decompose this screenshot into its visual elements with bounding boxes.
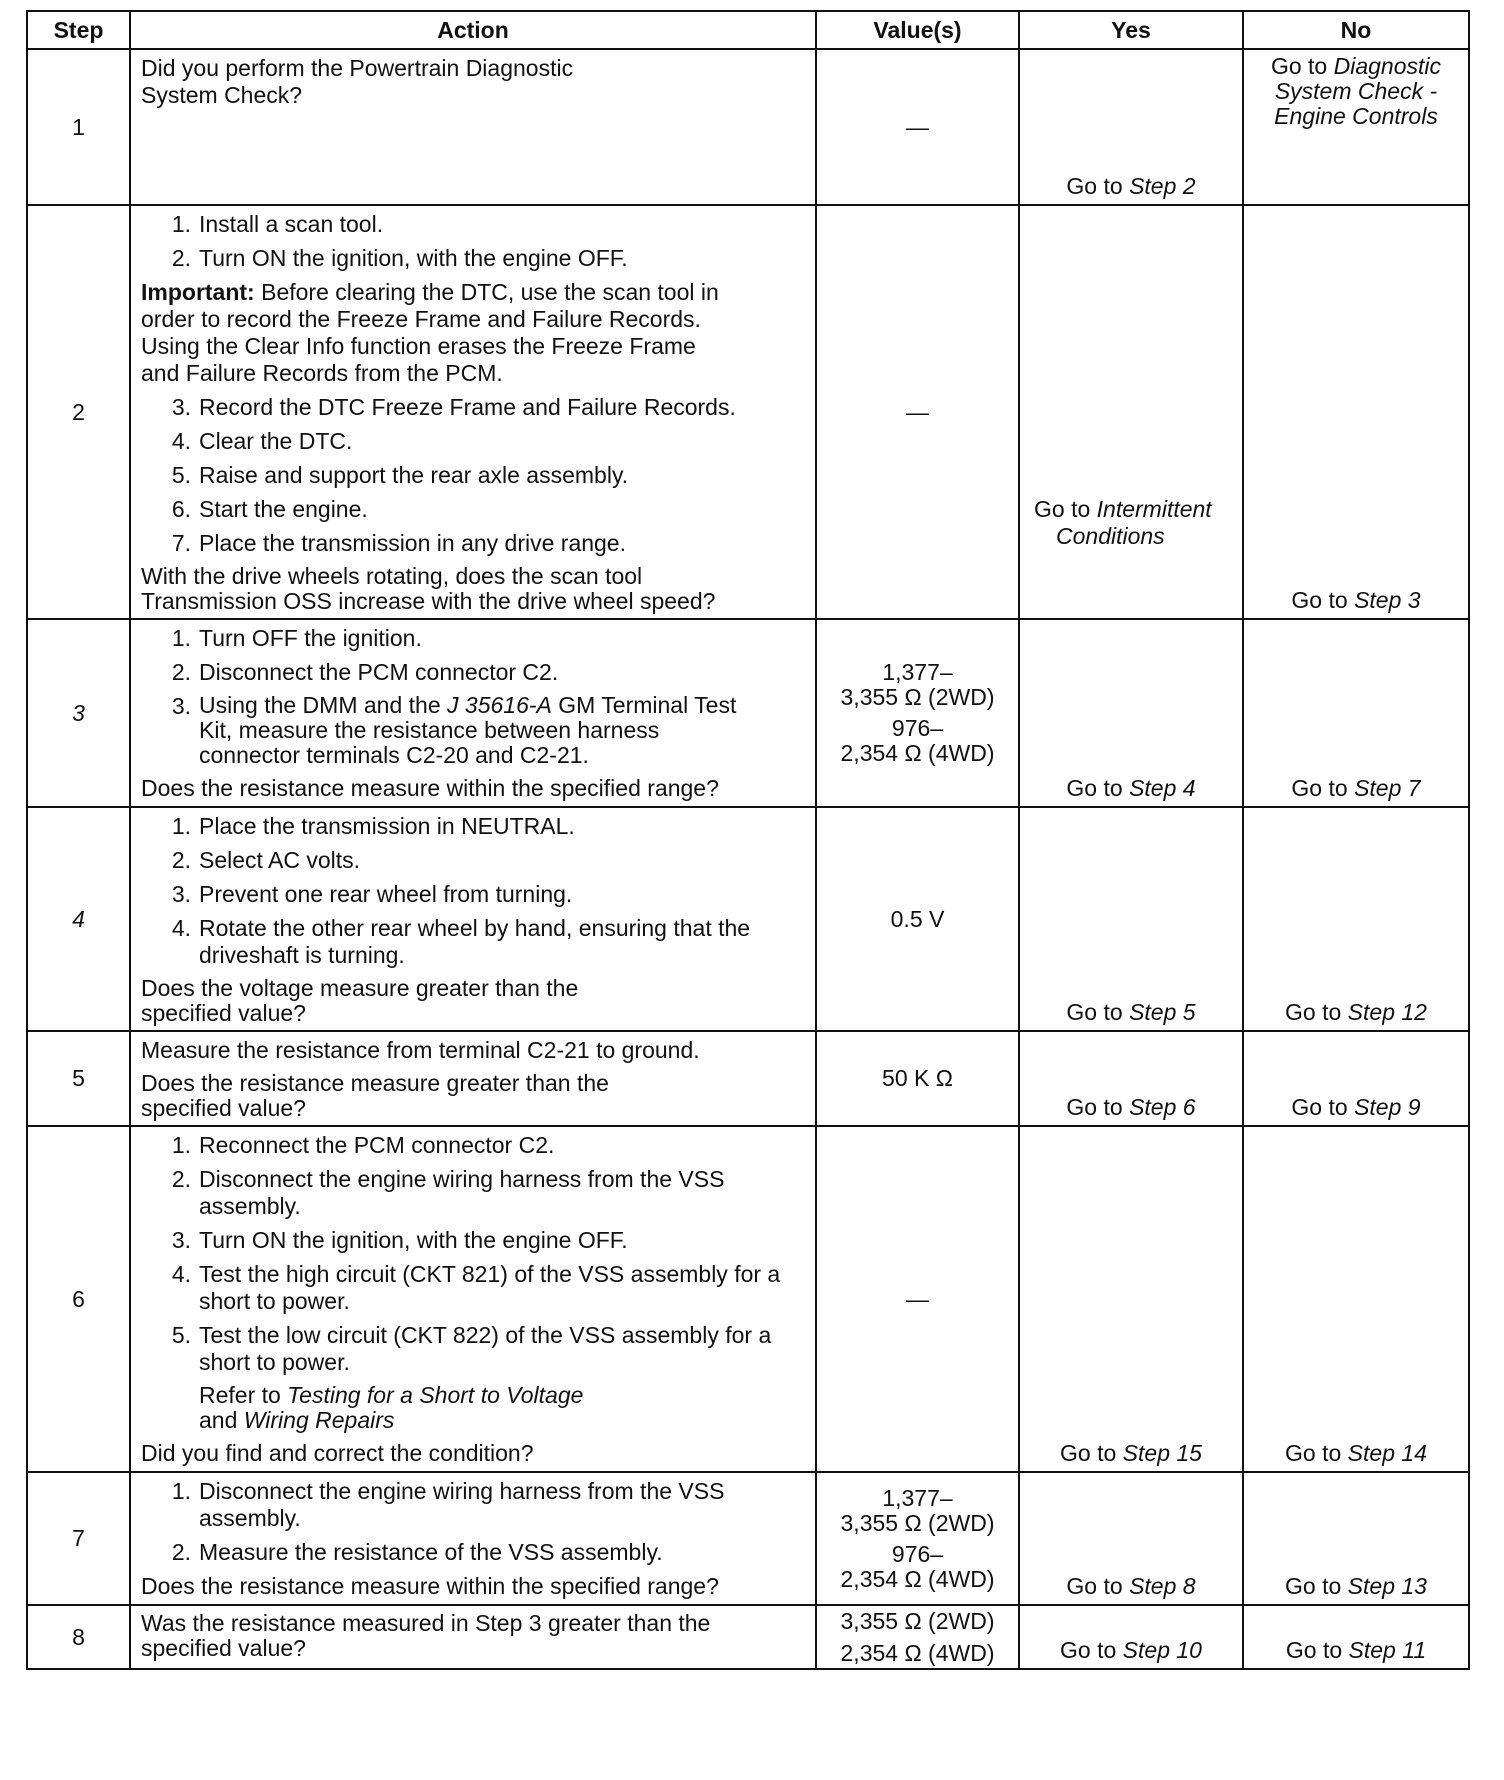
action-line: System Check? — [141, 82, 303, 108]
no-link[interactable]: Step 12 — [1347, 999, 1427, 1025]
step-number: 5 — [27, 1031, 130, 1126]
yes-prefix: Go to — [1066, 1573, 1123, 1599]
table-row-step-8 — [27, 1605, 1469, 1669]
table-row-step-6 — [27, 1126, 1469, 1472]
no-cell[interactable] — [1243, 807, 1469, 1031]
action-line: Measure the resistance from terminal C2-21 to ground. — [141, 1037, 700, 1063]
list-item: 3. Using the DMM and the J 35616-A GM Terminal Test Kit, measure the resistance between harness connector terminals C2-20 and C2-21. — [171, 692, 737, 768]
yes-link[interactable]: Step 5 — [1129, 999, 1196, 1025]
reference-link[interactable]: Testing for a Short to Voltage — [287, 1382, 584, 1408]
yes-prefix: Go to — [1066, 775, 1123, 801]
yes-prefix: Go to — [1060, 1440, 1117, 1466]
header-yes: Yes — [1019, 11, 1243, 49]
list-item: 4. Rotate the other rear wheel by hand, ensuring that the driveshaft is turning. — [171, 915, 751, 968]
no-link[interactable]: Step 9 — [1354, 1094, 1421, 1120]
table-row-step-5 — [27, 1031, 1469, 1126]
no-cell[interactable] — [1243, 619, 1469, 807]
yes-cell[interactable] — [1019, 1126, 1243, 1472]
no-cell[interactable] — [1243, 205, 1469, 619]
value-text: 0.5 V — [890, 905, 945, 932]
yes-cell[interactable] — [1019, 807, 1243, 1031]
value-cell: 3,355 Ω (2WD) 2,354 Ω (4WD) — [816, 1605, 1019, 1669]
no-link[interactable]: Step 3 — [1354, 587, 1421, 613]
action-cell — [130, 619, 816, 807]
table-row-step-1 — [27, 49, 1469, 205]
yes-prefix: Go to — [1066, 999, 1123, 1025]
list-item: 5. Raise and support the rear axle assembly. — [171, 462, 629, 488]
yes-cell[interactable] — [1019, 1605, 1243, 1669]
question: Does the resistance measure within the specified range? — [141, 1573, 719, 1599]
value-cell — [816, 49, 1019, 205]
step-number: 1 — [27, 49, 130, 205]
list-item: 4. Clear the DTC. — [171, 428, 353, 454]
list-item: 2. Turn ON the ignition, with the engine OFF. — [171, 245, 628, 271]
yes-cell[interactable] — [1019, 1472, 1243, 1605]
yes-link[interactable]: Step 2 — [1129, 173, 1196, 199]
table-row-step-7 — [27, 1472, 1469, 1605]
list-item: 7. Place the transmission in any drive range. — [171, 530, 626, 556]
list-item: 6. Start the engine. — [171, 496, 368, 522]
yes-link[interactable]: Conditions — [1056, 523, 1165, 549]
yes-cell[interactable] — [1019, 205, 1243, 619]
yes-cell[interactable] — [1019, 619, 1243, 807]
list-item: 3. Turn ON the ignition, with the engine OFF. — [171, 1227, 628, 1253]
list-item: 2. Disconnect the engine wiring harness from the VSS assembly. — [171, 1166, 725, 1219]
reference-link[interactable]: Wiring Repairs — [243, 1407, 395, 1433]
yes-prefix: Go to — [1066, 173, 1123, 199]
list-item: 3. Prevent one rear wheel from turning. — [171, 881, 573, 907]
value-cell: 1,377– 3,355 Ω (2WD) 976– 2,354 Ω (4WD) — [816, 619, 1019, 807]
question: Was the resistance measured in Step 3 greater than the specified value? — [141, 1610, 711, 1661]
list-item: 5. Test the low circuit (CKT 822) of the VSS assembly for a short to power. — [171, 1322, 772, 1375]
no-prefix: Go to — [1285, 1637, 1343, 1663]
no-link[interactable]: Step 13 — [1347, 1573, 1427, 1599]
list-item: 1. Reconnect the PCM connector C2. — [171, 1132, 555, 1158]
yes-link[interactable]: Step 10 — [1122, 1637, 1202, 1663]
no-prefix: Go to — [1291, 587, 1348, 613]
header-step: Step — [27, 11, 130, 49]
value-cell — [816, 1031, 1019, 1126]
header-action: Action — [130, 11, 816, 49]
no-cell[interactable] — [1243, 1031, 1469, 1126]
yes-prefix: Go to — [1034, 496, 1091, 522]
value-dash: — — [906, 398, 929, 425]
table-row-step-3 — [27, 619, 1469, 807]
no-prefix: Go to — [1285, 1440, 1342, 1466]
step-number: 7 — [27, 1472, 130, 1605]
action-line: Did you perform the Powertrain Diagnostic — [141, 55, 574, 81]
header-no: No — [1243, 11, 1469, 49]
step-number: 2 — [27, 205, 130, 619]
action-cell — [130, 49, 816, 205]
action-cell — [130, 1031, 816, 1126]
list-item: 2. Measure the resistance of the VSS assembly. — [171, 1539, 663, 1565]
no-prefix: Go to — [1285, 1573, 1342, 1599]
important-note: Important: Before clearing the DTC, use the scan tool in order to record the Freeze Frame and Failure Records. Using the Clear Info function erases the Freeze Frame and Failure Records from the PCM. — [141, 279, 719, 386]
table-row-step-4 — [27, 807, 1469, 1031]
no-link[interactable]: Step 7 — [1354, 775, 1421, 801]
yes-cell[interactable] — [1019, 49, 1243, 205]
diagnostic-table — [26, 10, 1470, 1670]
yes-link[interactable]: Step 6 — [1129, 1094, 1196, 1120]
list-item: 1. Install a scan tool. — [171, 211, 384, 237]
list-item: 3. Record the DTC Freeze Frame and Failure Records. — [171, 394, 736, 420]
no-link[interactable]: Engine Controls — [1274, 103, 1438, 129]
table-row-step-2 — [27, 205, 1469, 619]
no-prefix: Go to — [1291, 1094, 1348, 1120]
action-cell — [130, 1472, 816, 1605]
no-prefix: Go to — [1291, 775, 1348, 801]
value-cell — [816, 1126, 1019, 1472]
step-number: 4 — [27, 807, 130, 1031]
list-item: 4. Test the high circuit (CKT 821) of the VSS assembly for a short to power. — [171, 1261, 781, 1314]
yes-prefix: Go to — [1066, 1094, 1123, 1120]
value-cell — [816, 807, 1019, 1031]
yes-link[interactable]: Step 8 — [1129, 1573, 1196, 1599]
no-cell[interactable] — [1243, 1126, 1469, 1472]
action-cell — [130, 1605, 816, 1669]
question: With the drive wheels rotating, does the scan tool Transmission OSS increase with the drive wheel speed? — [141, 563, 716, 614]
action-cell — [130, 807, 816, 1031]
value-text: 50 K Ω — [882, 1065, 953, 1091]
yes-link[interactable]: Intermittent — [1096, 496, 1212, 522]
header-values: Value(s) — [816, 11, 1019, 49]
step-number: 6 — [27, 1126, 130, 1472]
no-link[interactable]: Step 11 — [1348, 1637, 1427, 1663]
action-cell — [130, 205, 816, 619]
yes-prefix: Go to — [1060, 1637, 1117, 1663]
question: Does the resistance measure within the specified range? — [141, 775, 719, 801]
no-cell[interactable] — [1243, 49, 1469, 205]
yes-link[interactable]: Step 15 — [1122, 1440, 1202, 1466]
no-link[interactable]: System Check - — [1274, 78, 1438, 104]
yes-cell[interactable] — [1019, 1031, 1243, 1126]
no-link[interactable]: Diagnostic — [1333, 53, 1442, 79]
question: Does the resistance measure greater than the specified value? — [141, 1070, 609, 1121]
value-dash: — — [906, 113, 929, 140]
important-label: Important: — [141, 279, 255, 305]
value-cell — [816, 205, 1019, 619]
no-cell[interactable] — [1243, 1605, 1469, 1669]
list-item: 2. Select AC volts. — [171, 847, 361, 873]
no-prefix: Go to — [1285, 999, 1342, 1025]
question: Did you find and correct the condition? — [141, 1440, 534, 1466]
list-item: 2. Disconnect the PCM connector C2. — [171, 659, 559, 685]
value-dash: — — [906, 1285, 929, 1312]
step-number: 3 — [27, 619, 130, 807]
action-cell — [130, 1126, 816, 1472]
reference-note: Refer to Testing for a Short to Voltage and Wiring Repairs — [199, 1382, 584, 1433]
header-row — [27, 11, 1469, 49]
yes-link[interactable]: Step 4 — [1129, 775, 1196, 801]
no-cell[interactable] — [1243, 1472, 1469, 1605]
list-item: 1. Place the transmission in NEUTRAL. — [171, 813, 575, 839]
value-cell: 1,377– 3,355 Ω (2WD) 976– 2,354 Ω (4WD) — [816, 1472, 1019, 1605]
no-prefix: Go to — [1270, 53, 1328, 79]
tool-ref: J 35616-A — [447, 692, 552, 718]
question: Does the voltage measure greater than the specified value? — [141, 975, 579, 1026]
no-link[interactable]: Step 14 — [1347, 1440, 1427, 1466]
list-item: 1. Turn OFF the ignition. — [171, 625, 422, 651]
step-number: 8 — [27, 1605, 130, 1669]
list-item: 1. Disconnect the engine wiring harness from the VSS assembly. — [171, 1478, 725, 1531]
